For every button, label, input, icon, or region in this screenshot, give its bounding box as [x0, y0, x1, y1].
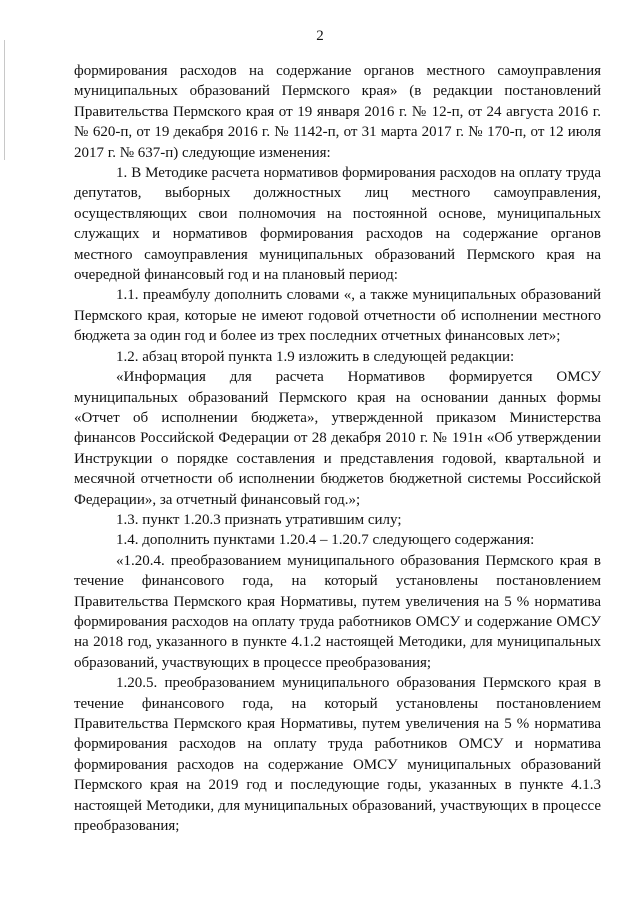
paragraph-item-1-4: 1.4. дополнить пунктами 1.20.4 – 1.20.7 следующего содержания:	[116, 532, 535, 549]
paragraph-quote-1-9: «Информация для расчета Нормативов формируется ОМСУ муниципальных образований Пермского края на основании данных формы «Отчет об исполнении бюджета», утвержденной приказом Министерства финансов Российской Федерации от 28 декабря 2010 г. № 191н «Об утверждении Инструкции о порядке составления и представления годовой, квартальной и месячной отчетности об исполнении бюджетов бюджетной системы Российской Федерации», за отчетный финансовый год.»;	[74, 369, 601, 508]
page-number: 2	[316, 28, 324, 44]
paragraph-intro: формирования расходов на содержание органов местного самоуправления муниципальных образований Пермского края» (в редакции постановлений Правительства Пермского края от 19 января 2016 г. № 12-п, от 24 августа 2016 г. № 620-п, от 19 декабря 2016 г. № 1142-п, от 31 марта 2017 г. № 170-п, от 12 июля 2017 г. № 637-п) следующие изменения:	[74, 63, 601, 161]
paragraph-item-1-20-4: «1.20.4. преобразованием муниципального образования Пермского края в течение финансового года, на который установлены постановлением Правительства Пермского края Нормативы, путем увеличения на 5 % норматива формирования расходов на оплату труда работников ОМСУ и содержание ОМСУ на 2018 год, указанного в пункте 4.1.2 настоящей Методики, для муниципальных образований, участвующих в процессе преобразования;	[74, 552, 601, 671]
document-body	[74, 61, 601, 836]
paragraph-item-1-1: 1.1. преамбулу дополнить словами «, а также муниципальных образований Пермского края, которые не имеют годовой отчетности об исполнении местного бюджета за один год и более из трех последних отчетных финансовых лет»;	[74, 287, 601, 345]
paragraph-item-1-3: 1.3. пункт 1.20.3 признать утратившим силу;	[116, 511, 402, 528]
paragraph-item-1-2: 1.2. абзац второй пункта 1.9 изложить в следующей редакции:	[116, 348, 515, 365]
scan-edge-mark	[4, 40, 5, 160]
paragraph-item-1: 1. В Методике расчета нормативов формирования расходов на оплату труда депутатов, выборных должностных лиц местного самоуправления, осуществляющих свои полномочия на постоянной основе, муниципальных служащих и нормативов формирования расходов на содержание органов местного самоуправления муниципальных образований Пермского края на очередной финансовый год и на плановый период:	[74, 165, 601, 284]
paragraph-item-1-20-5: 1.20.5. преобразованием муниципального образования Пермского края в течение финансового года, на который установлены постановлением Правительства Пермского края Нормативы, путем увеличения на 5 % норматива формирования расходов на оплату труда работников ОМСУ и норматива формирования расходов на содержание ОМСУ муниципальных образований Пермского края на 2019 год и последующие годы, указанных в пункте 4.1.3 настоящей Методики, для муниципальных образований, участвующих в процессе преобразования;	[74, 675, 601, 835]
